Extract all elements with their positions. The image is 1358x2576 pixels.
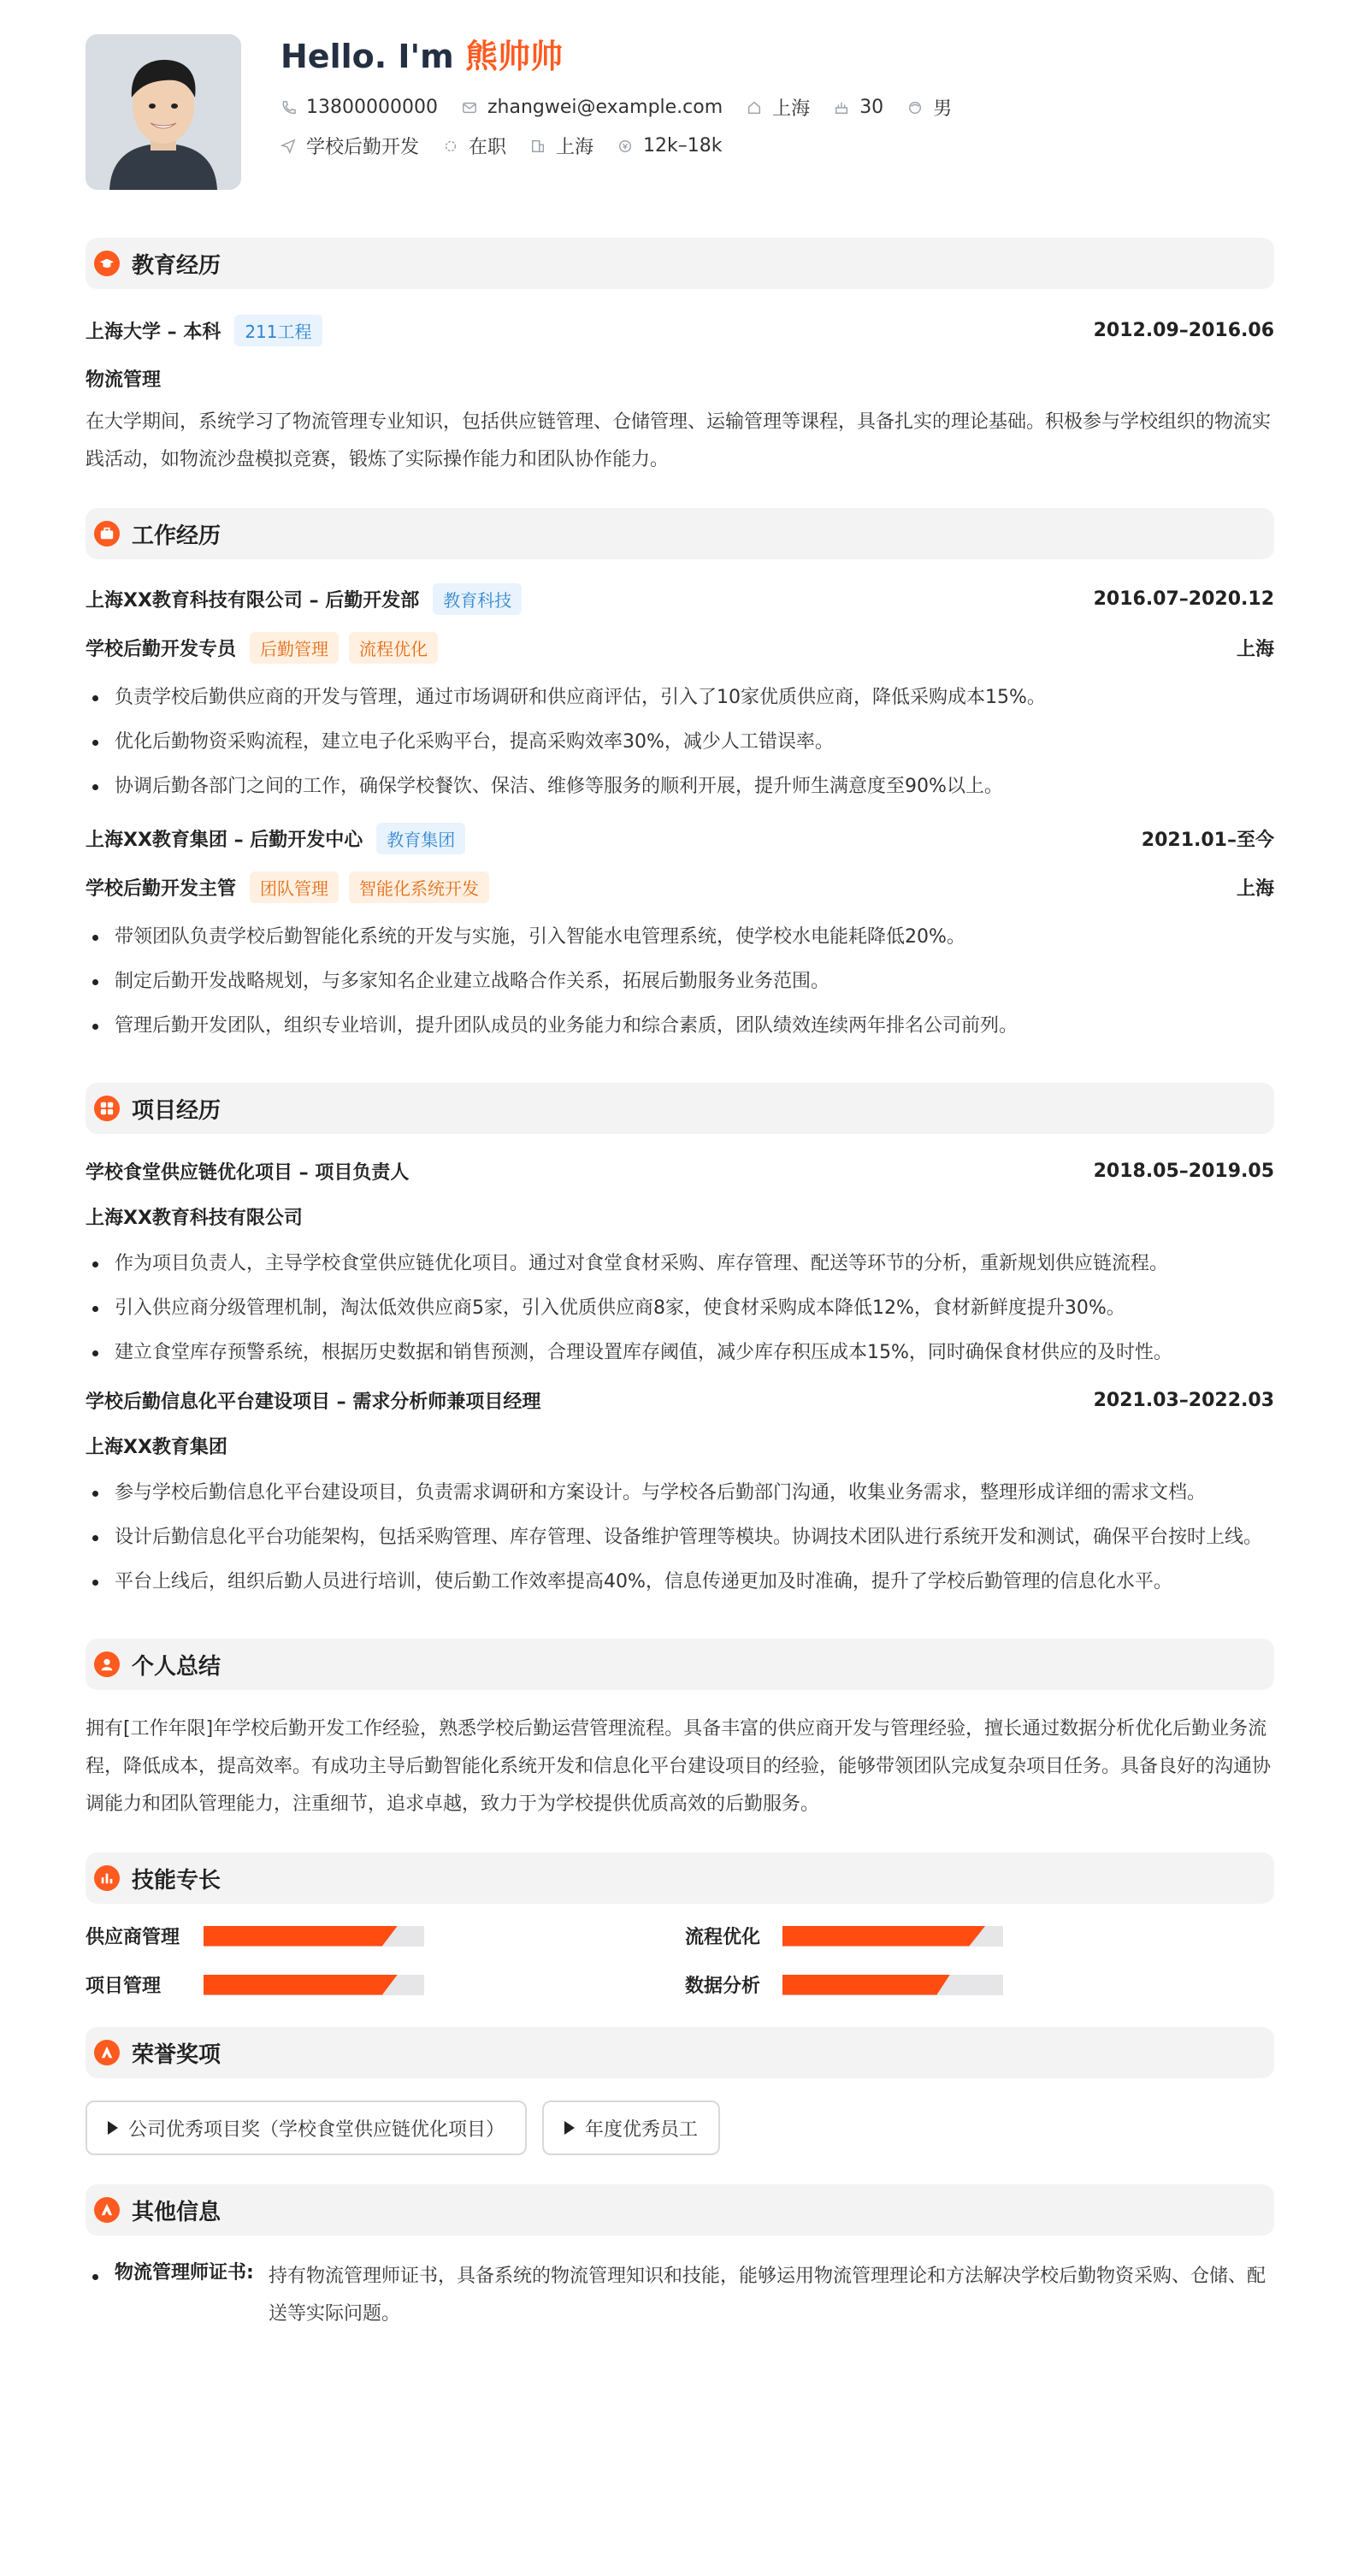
work-item xyxy=(86,823,1274,1045)
skill-name: 供应商管理 xyxy=(86,1927,180,1948)
position-title: 学校后勤开发主管 xyxy=(86,878,237,900)
skill-item xyxy=(86,1971,680,1998)
list-item: 作为项目负责人，主导学校食堂供应链优化项目。通过对食堂食材采购、库存管理、配送等环节的分析，重新规划供应链流程。 xyxy=(86,1245,1274,1283)
greeting-title xyxy=(280,36,1274,77)
list-item: 设计后勤信息化平台功能架构，包括采购管理、库存管理、设备维护管理等模块。协调技术团队进行系统开发和测试，确保平台按时上线。 xyxy=(86,1519,1274,1557)
job-target-info xyxy=(280,133,419,159)
skill-bar-fill xyxy=(782,1975,950,1995)
grid-icon xyxy=(94,1096,120,1121)
status-text: 在职 xyxy=(469,137,507,158)
awards-section-title: 荣誉奖项 xyxy=(132,2041,221,2068)
company-name: 上海XX教育集团 – 后勤开发中心 xyxy=(86,830,363,851)
list-item: 引入供应商分级管理机制，淘汰低效供应商5家，引入优质供应商8家，使食材采购成本降低12%，食材新鲜度提升30%。 xyxy=(86,1290,1274,1327)
project-name: 学校后勤信息化平台建设项目 – 需求分析师兼项目经理 xyxy=(86,1391,541,1413)
position-tag: 团队管理 xyxy=(250,871,339,903)
award-label: 年度优秀员工 xyxy=(585,2118,699,2141)
list-item: 优化后勤物资采购流程，建立电子化采购平台，提高采购效率30%，减少人工错误率。 xyxy=(86,724,1274,761)
other-label: 物流管理师证书: xyxy=(86,2258,269,2333)
bar-chart-icon xyxy=(94,1865,120,1891)
mail-icon xyxy=(462,100,477,115)
work-date: 2016.07–2020.12 xyxy=(1093,588,1274,610)
award-icon xyxy=(94,2197,120,2223)
list-item: 参与学校后勤信息化平台建设项目，负责需求调研和方案设计。与学校各后勤部门沟通，收集业务需求，整理形成详细的需求文档。 xyxy=(86,1474,1274,1512)
education-description: 在大学期间，系统学习了物流管理专业知识，包括供应链管理、仓储管理、运输管理等课程，具备扎实的理论基础。积极参与学校组织的物流实践活动，如物流沙盘模拟竞赛，锻炼了实际操作能力和团队协作能力。 xyxy=(86,411,1272,470)
status-info xyxy=(443,133,506,159)
education-date: 2012.09–2016.06 xyxy=(1093,320,1274,341)
email-text: zhangwei@example.com xyxy=(487,97,723,118)
work-section-title: 工作经历 xyxy=(132,523,221,549)
award-item xyxy=(542,2100,720,2155)
phone-info xyxy=(280,97,438,118)
list-item: 管理后勤开发团队，组织专业培训，提升团队成员的业务能力和综合素质，团队绩效连续两年排名公司前列。 xyxy=(86,1007,1274,1045)
skill-bar-fill xyxy=(204,1975,398,1995)
salary-info xyxy=(617,135,722,157)
skill-item xyxy=(685,1971,1274,1998)
skill-bar xyxy=(782,1975,1003,1995)
list-item: 制定后勤开发战略规划，与多家知名企业建立战略合作关系，拓展后勤服务业务范围。 xyxy=(86,963,1274,1001)
skill-name: 项目管理 xyxy=(86,1976,162,1997)
user-icon xyxy=(94,1651,120,1677)
company-name: 上海XX教育科技有限公司 – 后勤开发部 xyxy=(86,590,420,612)
position-tag: 智能化系统开发 xyxy=(349,871,489,903)
send-icon xyxy=(280,139,296,154)
award-item xyxy=(86,2100,527,2155)
project-name: 学校食堂供应链优化项目 – 项目负责人 xyxy=(86,1162,410,1184)
resume-header xyxy=(86,34,1274,190)
work-item xyxy=(86,583,1274,806)
projects-section-header xyxy=(86,1083,1274,1134)
city-text: 上海 xyxy=(772,98,811,120)
candidate-name: 熊帅帅 xyxy=(465,38,564,75)
job-target-text: 学校后勤开发 xyxy=(306,137,420,158)
other-item xyxy=(86,2258,1274,2333)
other-section-title: 其他信息 xyxy=(132,2199,221,2225)
work-city-info xyxy=(530,133,593,159)
project-date: 2021.03–2022.03 xyxy=(1093,1390,1274,1411)
skill-bar xyxy=(204,1975,424,1995)
status-icon xyxy=(443,139,458,154)
position-title: 学校后勤开发专员 xyxy=(86,639,237,660)
skill-bar-fill xyxy=(204,1926,398,1947)
summary-section-title: 个人总结 xyxy=(132,1653,221,1680)
position-tag: 流程优化 xyxy=(349,632,438,664)
gender-icon xyxy=(907,100,923,115)
work-section-header xyxy=(86,508,1274,559)
salary-text: 12k–18k xyxy=(643,135,723,157)
skill-name: 流程优化 xyxy=(685,1927,761,1948)
skill-name: 数据分析 xyxy=(685,1976,761,1997)
other-section-header xyxy=(86,2184,1274,2236)
company-tag: 教育集团 xyxy=(376,823,465,854)
avatar-portrait-icon xyxy=(86,34,241,190)
awards-list xyxy=(86,2100,1274,2155)
work-date: 2021.01–至今 xyxy=(1141,830,1274,851)
education-entry-header xyxy=(86,315,1274,346)
company-tag: 教育科技 xyxy=(433,583,522,615)
skill-item xyxy=(685,1923,1274,1949)
work-location: 上海 xyxy=(1236,878,1274,900)
education-section-title: 教育经历 xyxy=(132,252,221,279)
list-item: 负责学校后勤供应商的开发与管理，通过市场调研和供应商评估，引入了10家优质供应商，降低采购成本15%。 xyxy=(86,679,1274,717)
money-icon xyxy=(617,139,633,154)
summary-text: 拥有[工作年限]年学校后勤开发工作经验，熟悉学校后勤运营管理流程。具备丰富的供应商开发与管理经验，擅长通过数据分析优化后勤业务流程，降低成本，提高效率。有成功主导后勤智能化系统开发和信息化平台建设项目的经验，能够带领团队完成复杂项目任务。具备良好的沟通协调能力和团队管理能力，注重细节，追求卓越，致力于为学校提供优质高效的后勤服务。 xyxy=(86,1718,1272,1815)
education-section-header xyxy=(86,238,1274,289)
list-item: 协调后勤各部门之间的工作，确保学校餐饮、保洁、维修等服务的顺利开展，提升师生满意度至90%以上。 xyxy=(86,768,1274,806)
project-org: 上海XX教育集团 xyxy=(86,1437,227,1458)
project-date: 2018.05–2019.05 xyxy=(1093,1161,1274,1182)
avatar xyxy=(86,34,241,190)
other-text: 持有物流管理师证书，具备系统的物流管理知识和技能，能够运用物流管理理论和方法解决学校后勤物资采购、仓储、配送等实际问题。 xyxy=(269,2266,1266,2325)
triangle-right-icon xyxy=(564,2121,575,2135)
project-org: 上海XX教育科技有限公司 xyxy=(86,1208,303,1229)
awards-section-header xyxy=(86,2027,1274,2078)
education-major: 物流管理 xyxy=(86,369,162,391)
summary-section-header xyxy=(86,1639,1274,1690)
award-label: 公司优秀项目奖（学校食堂供应链优化项目） xyxy=(128,2118,505,2141)
work-city-text: 上海 xyxy=(556,137,594,158)
graduation-cap-icon xyxy=(94,251,120,276)
phone-text: 13800000000 xyxy=(306,97,438,118)
home-icon xyxy=(747,100,762,115)
city-info xyxy=(747,94,810,121)
building-icon xyxy=(530,139,546,154)
gender-text: 男 xyxy=(933,98,953,120)
list-item: 平台上线后，组织后勤人员进行培训，使后勤工作效率提高40%，信息传递更加及时准确，提升了学校后勤管理的信息化水平。 xyxy=(86,1563,1274,1601)
project-item xyxy=(86,1158,1274,1372)
skills-grid xyxy=(86,1923,1274,1998)
triangle-right-icon xyxy=(108,2121,118,2135)
position-tag: 后勤管理 xyxy=(250,632,339,664)
age-info xyxy=(834,97,883,118)
work-location: 上海 xyxy=(1236,639,1274,660)
skills-section-header xyxy=(86,1852,1274,1904)
phone-icon xyxy=(280,100,296,115)
cake-icon xyxy=(834,100,849,115)
school-tag: 211工程 xyxy=(234,315,322,346)
email-info xyxy=(462,97,723,118)
skill-bar-fill xyxy=(782,1926,985,1947)
greeting-prefix: Hello. I'm xyxy=(280,38,454,75)
project-item xyxy=(86,1387,1274,1601)
skills-section-title: 技能专长 xyxy=(132,1867,221,1894)
age-text: 30 xyxy=(859,97,884,118)
school-name: 上海大学 – 本科 xyxy=(86,322,221,343)
list-item: 带领团队负责学校后勤智能化系统的开发与实施，引入智能水电管理系统，使学校水电能耗降低20%。 xyxy=(86,919,1274,956)
award-icon xyxy=(94,2040,120,2065)
projects-section-title: 项目经历 xyxy=(132,1097,221,1124)
list-item: 建立食堂库存预警系统，根据历史数据和销售预测，合理设置库存阈值，减少库存积压成本15%，同时确保食材供应的及时性。 xyxy=(86,1334,1274,1372)
skill-bar xyxy=(204,1926,424,1947)
briefcase-icon xyxy=(94,521,120,547)
skill-item xyxy=(86,1923,680,1949)
skill-bar xyxy=(782,1926,1003,1947)
gender-info xyxy=(907,94,952,121)
